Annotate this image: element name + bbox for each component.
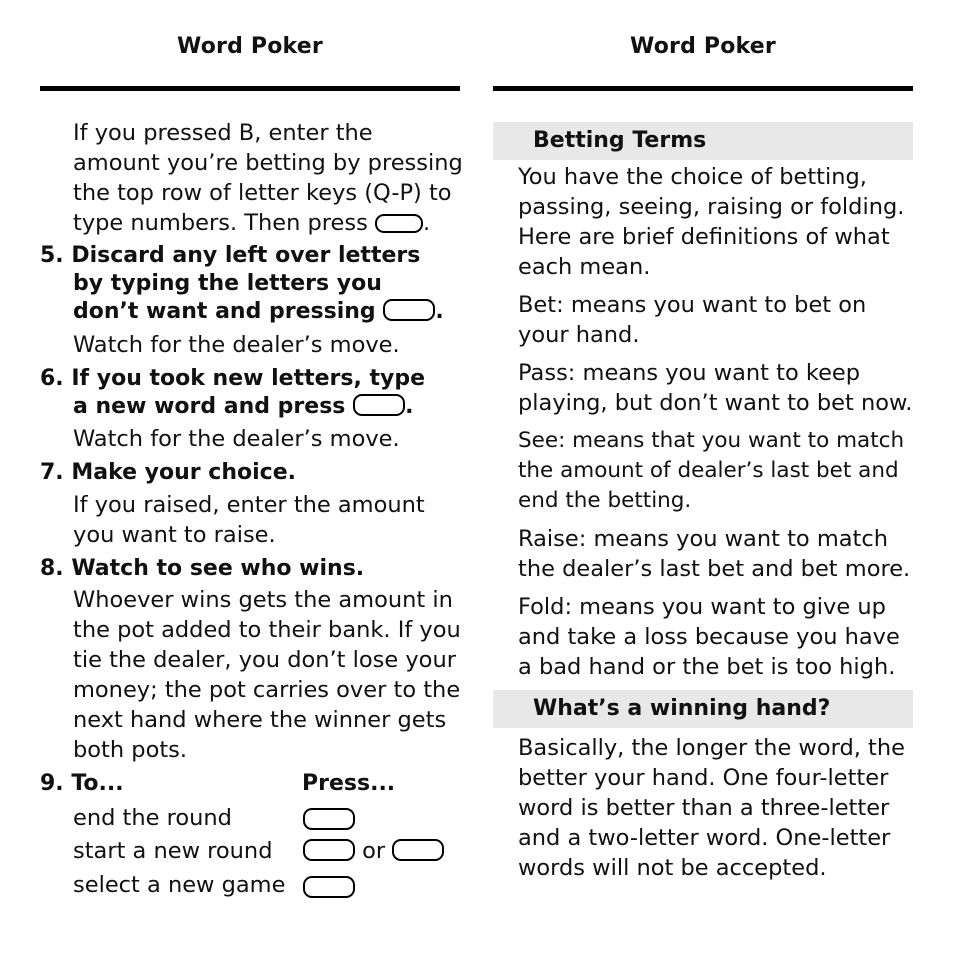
page-title-left: Word Poker <box>177 34 323 59</box>
enter-key-icon <box>353 394 405 416</box>
betting-terms-heading: Betting Terms <box>493 122 913 160</box>
step-9-to-label: 9. To... <box>40 771 124 796</box>
betting-intro: You have the choice of betting, passing, seeing, raising or folding. Here are brief definitions of what each mean. <box>518 164 905 280</box>
step-8-title: 8. Watch to see who wins. <box>40 556 365 581</box>
winning-hand-heading: What’s a winning hand? <box>493 690 913 728</box>
bet-definition: Bet: means you want to bet on your hand. <box>518 292 867 348</box>
enter-key-icon <box>383 299 435 321</box>
row-end-round-label: end the round <box>73 805 232 831</box>
key-icon <box>303 876 355 898</box>
row-new-round-label: start a new round <box>73 838 273 864</box>
raise-definition: Raise: means you want to match the dealer’s last bet and bet more. <box>518 526 911 582</box>
winning-hand-text: Basically, the longer the word, the better your hand. One four-letter word is better than a three-letter and a two-letter word. One-letter words will not be accepted. <box>518 735 905 881</box>
step-8-text: Whoever wins gets the amount in the pot added to their bank. If you tie the dealer, you don’t lose your money; the pot carries over to the next hand where the winner gets both pots. <box>73 587 461 763</box>
step-6-note: Watch for the dealer’s move. <box>73 426 400 452</box>
step-6: 6. If you took new letters, type a new word and press . <box>40 366 426 419</box>
enter-key-icon <box>375 214 423 233</box>
key-icon <box>303 839 355 861</box>
key-icon <box>392 839 444 861</box>
step-9-press-label: Press... <box>302 771 396 796</box>
key-icon <box>303 808 355 830</box>
header-rule-right <box>493 86 913 91</box>
pass-definition: Pass: means you want to keep playing, but don’t want to bet now. <box>518 360 913 416</box>
see-definition: See: means that you want to match the amount of dealer’s last bet and end the betting. <box>518 428 905 513</box>
fold-definition: Fold: means you want to give up and take a loss because you have a bad hand or the bet is too high. <box>518 594 900 680</box>
intro-text: If you pressed B, enter the amount you’re betting by pressing the top row of letter keys (Q-P) to type numbers. Then press . <box>73 120 463 236</box>
row-new-game-label: select a new game <box>73 872 286 898</box>
row-new-game-keys <box>303 876 355 899</box>
row-new-round-keys: or <box>303 836 444 866</box>
page-title-right: Word Poker <box>630 34 776 59</box>
step-5-note: Watch for the dealer’s move. <box>73 332 400 358</box>
step-7-text: If you raised, enter the amount you want to raise. <box>73 492 425 548</box>
row-end-round-keys <box>303 808 355 831</box>
step-7-title: 7. Make your choice. <box>40 460 296 485</box>
header-rule-left <box>40 86 460 91</box>
step-5: 5. Discard any left over letters by typing the letters you don’t want and pressing . <box>40 243 444 324</box>
